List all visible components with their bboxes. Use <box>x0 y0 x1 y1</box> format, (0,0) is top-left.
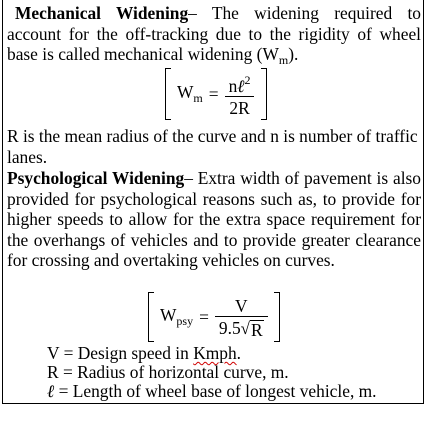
right-bracket <box>261 68 267 120</box>
eq2-equals: = <box>199 306 209 327</box>
variable-definitions <box>47 344 377 401</box>
eq2-denominator: 9.5 √ R <box>215 316 268 339</box>
mechanical-widening-equation <box>165 68 267 120</box>
definition-v: V = Design speed in Kmph. <box>47 343 242 363</box>
eq1-lhs: $W_m$ <box>177 82 203 105</box>
psychological-widening-paragraph <box>7 168 421 271</box>
square-root: √ R <box>240 318 263 340</box>
eq2-lhs: $W_{psy}$ <box>160 305 194 328</box>
mechanical-widening-text: – The widening required to account for the off-tracking due to the rigidity of wheel base is called mechanical widening (W <box>7 3 421 65</box>
psychological-widening-equation <box>148 292 280 342</box>
eq1-numerator: nℓ$^2$ <box>228 72 251 96</box>
spellcheck-underline: Kmph <box>193 343 237 363</box>
definition-r: R = Radius of horizontal curve, m. <box>47 362 289 382</box>
eq1-fraction <box>225 70 255 119</box>
text-frame <box>2 0 424 404</box>
mechanical-widening-heading: Mechanical Widening <box>15 3 189 23</box>
eq2-fraction <box>215 296 268 339</box>
radius-note: R is the mean radius of the curve and n is number of traffic lanes. <box>7 126 418 167</box>
eq2-numerator: V <box>234 295 248 316</box>
mechanical-widening-text-end: ). <box>288 44 299 65</box>
mechanical-widening-paragraph <box>7 3 421 71</box>
right-bracket <box>274 292 280 342</box>
psychological-widening-heading: Psychological Widening <box>7 168 185 188</box>
definition-ell: ℓ = Length of wheel base of longest vehicle, m. <box>47 381 377 401</box>
psychological-widening-text: – Extra width of pavement is also provided for psychological reasons such as, to provide for higher speeds to allow for the extra space requirement for the overhangs of vehicles and to provide greater clearance for crossing and overtaking vehicles on curves. <box>7 168 421 271</box>
mechanical-widening-subscript: m <box>278 53 289 68</box>
eq1-denominator: 2R <box>225 96 253 119</box>
eq1-equals: = <box>208 83 219 104</box>
